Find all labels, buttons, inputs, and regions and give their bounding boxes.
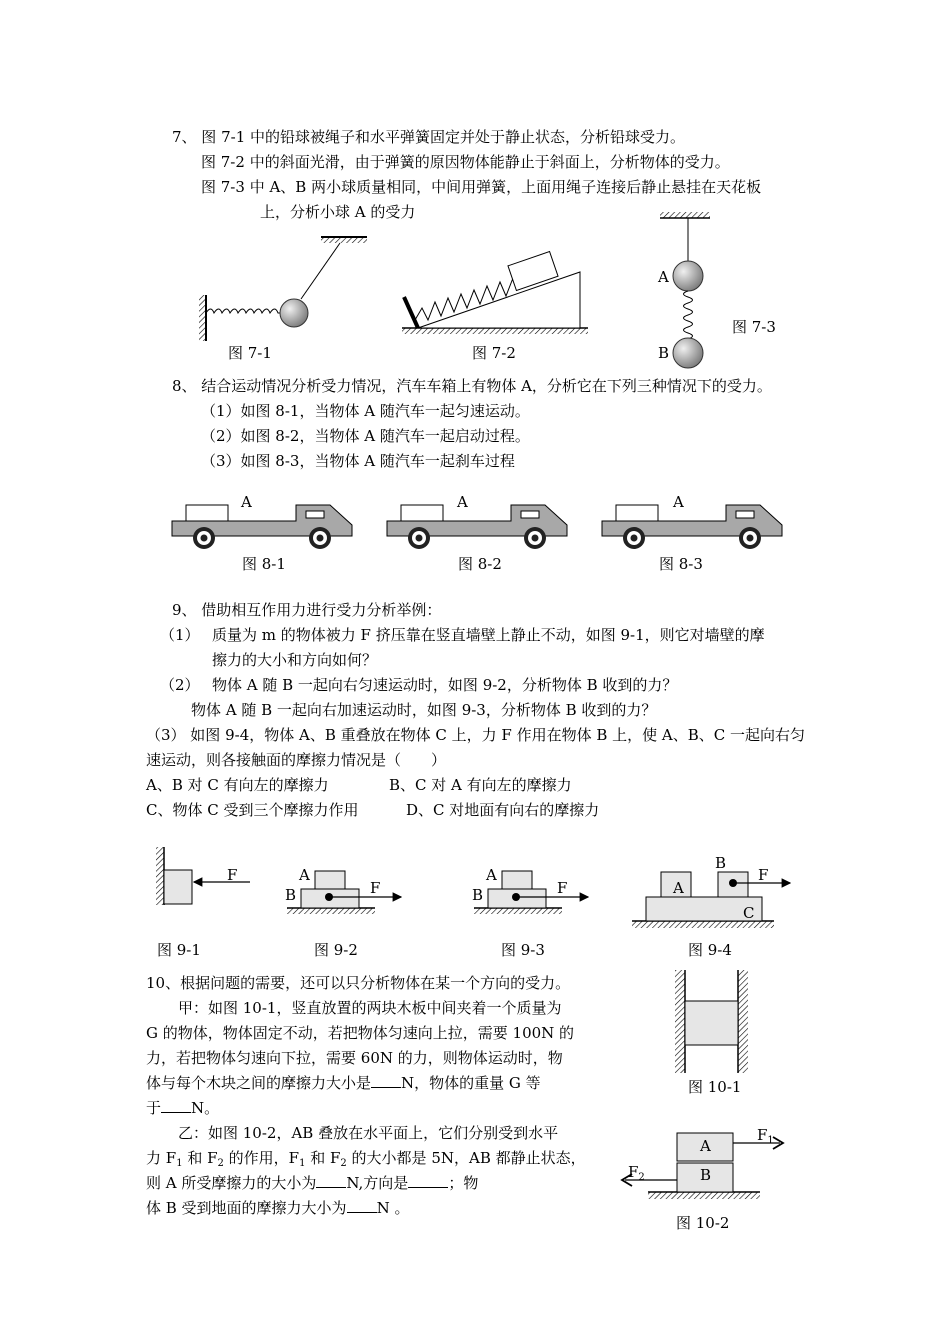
- wall-hatch: [156, 847, 164, 905]
- truck-window: [306, 511, 324, 518]
- answer-blank-friction[interactable]: [371, 1087, 401, 1088]
- q10-jia-line-5: [146, 1098, 219, 1118]
- label-8-3-a: A: [673, 493, 684, 511]
- answer-blank-weight[interactable]: [161, 1112, 191, 1113]
- q8-item-2: （2）如图 8-2，当物体 A 随汽车一起启动过程。: [201, 427, 530, 445]
- q10-yi-line-2-part-4: 和 F: [305, 1149, 341, 1167]
- lead-ball: [280, 299, 308, 327]
- label-9-2-b: B: [285, 886, 297, 904]
- q10-yi-line-4: [146, 1198, 409, 1218]
- q10-yi-line-4-part-2: N 。: [376, 1199, 410, 1217]
- q7-line-3: 图 7-3 中 A、B 两小球质量相同，中间用弹簧，上面用绳子连接后静止悬挂在天花板: [201, 178, 762, 196]
- q9-option-d: D、C 对地面有向右的摩擦力: [406, 801, 600, 819]
- q10-yi-line-1: 乙：如图 10-2，AB 叠放在水平面上，它们分别受到水平: [178, 1124, 559, 1142]
- label-8-2-a: A: [457, 493, 468, 511]
- q10-yi-line-3-part-1: 则 A 所受摩擦力的大小为: [146, 1174, 317, 1192]
- ball-b: [673, 338, 703, 368]
- block-m: [164, 870, 192, 904]
- q9-p2-number: （2）: [160, 676, 200, 694]
- q9-p3-line-1: （3） 如图 9-4，物体 A、B 重叠放在物体 C 上，力 F 作用在物体 B 上，使 A、B、C 一起向右匀: [146, 726, 806, 744]
- fig-9-1-caption: 图 9-1: [157, 941, 201, 959]
- cargo-a: [186, 505, 228, 521]
- subscript-1: 1: [299, 1158, 306, 1169]
- q10-yi-line-2-part-3: 的作用，F: [223, 1149, 300, 1167]
- fig-8-3-caption: 图 8-3: [659, 555, 703, 573]
- ceiling-hatch: [660, 212, 710, 218]
- cargo-a: [616, 505, 658, 521]
- q10-yi-line-4-part-1: 体 B 受到地面的摩擦力大小为: [146, 1199, 347, 1217]
- wall-hatch: [199, 295, 205, 341]
- fig-8-1-caption: 图 8-1: [242, 555, 286, 573]
- q9-p3-line-2: 速运动，则各接触面的摩擦力情况是（ ）: [146, 751, 447, 769]
- answer-blank-direction[interactable]: [408, 1187, 448, 1188]
- q9-option-a: A、B 对 C 有向左的摩擦力: [146, 776, 329, 794]
- q10-yi-line-3-part-3: ；物: [448, 1174, 479, 1192]
- ground-hatch: [648, 1192, 760, 1199]
- fig-10-1-caption: 图 10-1: [688, 1078, 742, 1096]
- fig-9-2-caption: 图 9-2: [314, 941, 358, 959]
- figure-7-1: [195, 230, 375, 345]
- block-a: [502, 871, 532, 889]
- q10-title: 10、根据问题的需要，还可以只分析物体在某一个方向的受力。: [146, 974, 571, 992]
- label-10-2-b: B: [700, 1166, 712, 1184]
- block-a: [315, 871, 345, 889]
- label-f1-letter: F: [757, 1126, 768, 1144]
- fig-9-3-caption: 图 9-3: [501, 941, 545, 959]
- q10-yi-line-2-part-5: 的大小都是 5N，AB 都静止状态，: [346, 1149, 586, 1167]
- q10-jia-line-4-part-2: N，物体的重量 G 等: [401, 1074, 541, 1092]
- fig-7-2-caption: 图 7-2: [472, 344, 516, 362]
- q9-title: 9、 借助相互作用力进行受力分析举例：: [172, 601, 442, 619]
- figure-10-1: [672, 968, 752, 1076]
- incline: [418, 272, 580, 328]
- label-8-1-a: A: [241, 493, 252, 511]
- ground-hatch: [287, 908, 375, 914]
- cargo-a: [401, 505, 443, 521]
- label-9-3-a: A: [486, 866, 497, 884]
- q10-yi-line-2-part-1: 力 F: [146, 1149, 177, 1167]
- q7-line-1: 7、 图 7-1 中的铅球被绳子和水平弹簧固定并处于静止状态，分析铅球受力。: [172, 128, 686, 146]
- q9-p2-line-1: 物体 A 随 B 一起向右匀速运动时，如图 9-2，分析物体 B 收到的力？: [212, 676, 678, 694]
- truck-window: [736, 511, 754, 518]
- truck-8-1: [170, 500, 356, 552]
- q8-line-1: 8、 结合运动情况分析受力情况，汽车车箱上有物体 A，分析它在下列三种情况下的受力。: [172, 377, 772, 395]
- figure-9-1: [150, 843, 260, 908]
- label-f2-letter: F: [628, 1163, 639, 1181]
- fig-7-1-caption: 图 7-1: [228, 344, 272, 362]
- q10-jia-line-2: G 的物体，物体固定不动，若把物体匀速向上拉，需要 100N 的: [146, 1024, 575, 1042]
- label-9-4-c: C: [743, 904, 755, 922]
- label-f1-subscript: 1: [767, 1135, 774, 1146]
- q10-jia-line-1: 甲：如图 10-1，竖直放置的两块木板中间夹着一个质量为: [178, 999, 562, 1017]
- q8-item-1: （1）如图 8-1，当物体 A 随汽车一起匀速运动。: [201, 402, 530, 420]
- q9-p1-line-1: 质量为 m 的物体被力 F 挤压靠在竖直墙壁上静止不动，如图 9-1，则它对墙壁的摩: [212, 626, 765, 644]
- subscript-2: 2: [340, 1158, 347, 1169]
- fig-7-3-caption: 图 7-3: [732, 318, 776, 336]
- truck-8-2: [385, 500, 571, 552]
- label-9-1-f: F: [227, 866, 238, 884]
- label-ball-b: B: [658, 344, 670, 362]
- q10-yi-line-3-part-2: N,方向是: [346, 1174, 409, 1192]
- fig-9-4-caption: 图 9-4: [688, 941, 732, 959]
- ground-hatch: [474, 908, 562, 914]
- ground-hatch: [632, 921, 774, 928]
- subscript-2: 2: [217, 1158, 224, 1169]
- figure-9-4: [630, 865, 795, 935]
- label-9-2-a: A: [299, 866, 310, 884]
- q7-line-2: 图 7-2 中的斜面光滑，由于弹簧的原因物体能静止于斜面上，分析物体的受力。: [201, 153, 730, 171]
- truck-window: [521, 511, 539, 518]
- q9-p1-number: （1）: [160, 626, 200, 644]
- q9-option-c: C、物体 C 受到三个摩擦力作用: [146, 801, 359, 819]
- rope: [301, 243, 340, 299]
- label-9-4-b: B: [715, 854, 727, 872]
- label-ball-a: A: [658, 268, 669, 286]
- q10-jia-line-5-part-1: 于: [146, 1099, 162, 1117]
- label-9-3-f: F: [557, 879, 568, 897]
- ground-hatch: [402, 328, 588, 334]
- q10-jia-line-5-part-2: N。: [191, 1099, 220, 1117]
- figure-7-2: [398, 250, 593, 342]
- answer-blank-ground-friction[interactable]: [347, 1212, 377, 1213]
- label-10-2-a: A: [700, 1137, 711, 1155]
- label-10-2-f1: [757, 1126, 774, 1150]
- q9-p1-line-2: 擦力的大小和方向如何？: [212, 651, 378, 669]
- q9-p2-line-2: 物体 A 随 B 一起向右加速运动时，如图 9-3，分析物体 B 收到的力？: [191, 701, 657, 719]
- q9-option-b: B、C 对 A 有向左的摩擦力: [389, 776, 572, 794]
- q10-jia-line-3: 力，若把物体匀速向下拉，需要 60N 的力，则物体运动时，物: [146, 1049, 563, 1067]
- q7-line-4: 上，分析小球 A 的受力: [260, 203, 416, 221]
- label-9-4-a: A: [673, 879, 684, 897]
- truck-8-3: [600, 500, 786, 552]
- right-board-hatch: [738, 970, 748, 1073]
- label-f2-subscript: 2: [638, 1172, 645, 1183]
- label-9-2-f: F: [370, 879, 381, 897]
- label-10-2-f2: [628, 1163, 645, 1187]
- q10-yi-line-3: [146, 1173, 478, 1193]
- fig-10-2-caption: 图 10-2: [676, 1214, 730, 1232]
- label-9-4-f: F: [758, 866, 769, 884]
- q10-jia-line-4: [146, 1073, 541, 1093]
- block-g: [685, 1001, 738, 1045]
- left-board-hatch: [675, 970, 685, 1073]
- stopper-plate: [404, 297, 418, 328]
- label-9-3-b: B: [472, 886, 484, 904]
- horizontal-spring: [206, 309, 281, 313]
- fig-8-2-caption: 图 8-2: [458, 555, 502, 573]
- q8-item-3: （3）如图 8-3，当物体 A 随汽车一起刹车过程: [201, 452, 515, 470]
- ball-a: [673, 261, 703, 291]
- answer-blank-a-friction[interactable]: [316, 1187, 346, 1188]
- q10-jia-line-4-part-1: 体与每个木块之间的摩擦力大小是: [146, 1074, 372, 1092]
- q10-yi-line-2-part-2: 和 F: [182, 1149, 218, 1167]
- q10-yi-line-2: [146, 1148, 586, 1174]
- subscript-1: 1: [176, 1158, 183, 1169]
